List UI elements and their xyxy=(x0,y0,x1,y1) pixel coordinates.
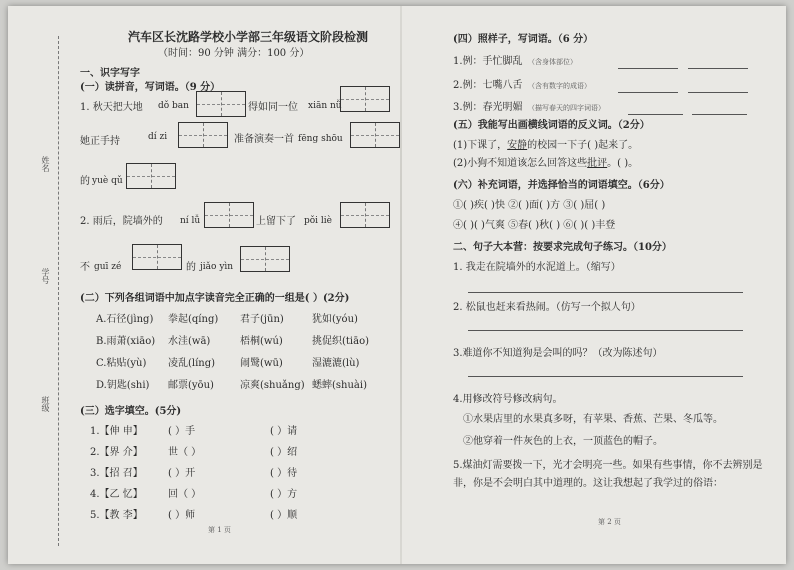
sentence-question: 1. 我走在院墙外的水泥道上。（缩写） xyxy=(453,262,621,273)
example-word: 1.例：手忙脚乱 xyxy=(453,56,523,67)
answer-line[interactable] xyxy=(628,114,683,115)
answer-grid[interactable] xyxy=(132,244,182,270)
section-heading: (二）下列各组词语中加点字读音完全正确的一组是( ）(2分) xyxy=(80,293,350,304)
binding-name-label: 姓名 xyxy=(41,156,50,172)
answer-line[interactable] xyxy=(468,330,743,331)
option-label[interactable]: A.石径(jìng) xyxy=(96,314,154,325)
answer-grid[interactable] xyxy=(196,91,246,117)
pinyin: fēng shōu xyxy=(298,134,343,144)
question-text: 得如同一位 xyxy=(248,102,298,113)
fill-blank[interactable]: 回（ ） xyxy=(168,489,202,500)
pinyin: dí zi xyxy=(148,132,168,142)
option-label[interactable]: C.粘贴(yù) xyxy=(96,358,147,369)
example-note: （含有数字的成语） xyxy=(528,82,591,90)
exam-info: （时间：90 分钟 满分：100 分） xyxy=(158,48,310,59)
page-fold xyxy=(400,6,402,564)
fill-blank[interactable]: ( ）师 xyxy=(168,510,196,521)
fill-blank[interactable]: ( ）待 xyxy=(270,468,298,479)
page-number: 第 2 页 xyxy=(598,518,621,526)
question-text: 上留下了 xyxy=(256,216,296,227)
option-word: 拳起(qíng) xyxy=(168,314,219,325)
char-choice: 2.【界 介】 xyxy=(90,447,143,458)
fill-blank[interactable]: ( ）开 xyxy=(168,468,196,479)
option-word: 犹如(yóu) xyxy=(312,314,358,325)
char-choice: 4.【乙 忆】 xyxy=(90,489,143,500)
section-heading: 二、句子大本营：按要求完成句子练习。（10分） xyxy=(453,242,672,253)
char-choice: 1.【伸 申】 xyxy=(90,426,143,437)
sentence-item: ②他穿着一件灰色的上衣，一顶蓝色的帽子。 xyxy=(463,436,663,447)
question-text: 的 xyxy=(80,176,90,187)
option-word: 湿漉漉(lù) xyxy=(312,358,360,369)
page-number: 第 1 页 xyxy=(208,526,231,534)
page-title: 汽车区长沈路学校小学部三年级语文阶段检测 xyxy=(128,30,369,44)
answer-line[interactable] xyxy=(692,114,747,115)
binding-line xyxy=(58,36,59,546)
example-note: （含身体部位） xyxy=(528,58,577,66)
answer-line[interactable] xyxy=(688,92,748,93)
question-text: 她正手持 xyxy=(80,136,120,147)
sentence-question: 2. 松鼠也赶来看热闹。（仿写一个拟人句） xyxy=(453,302,641,313)
antonym-question xyxy=(453,158,638,170)
question-text: 不 xyxy=(80,262,90,273)
answer-grid[interactable] xyxy=(126,163,176,189)
fill-blank[interactable]: 世（ ） xyxy=(168,447,202,458)
question-text: 。( )。 xyxy=(607,158,639,169)
answer-line[interactable] xyxy=(618,92,678,93)
answer-grid[interactable] xyxy=(350,122,400,148)
option-word: 凌乱(líng) xyxy=(168,358,216,369)
pinyin: xiān nǚ xyxy=(308,101,342,111)
section-heading: (六）补充词语，并选择恰当的词语填空。（6分） xyxy=(453,180,670,191)
option-word: 水洼(wā) xyxy=(168,336,211,347)
option-word: 闹鹥(wū) xyxy=(240,358,283,369)
binding-id-label: 学号 xyxy=(41,268,50,284)
option-word: 凉爽(shuǎng) xyxy=(240,380,305,391)
fill-blank[interactable]: ( ）顺 xyxy=(270,510,298,521)
question-text: 的校园一下子( )起来了。 xyxy=(527,140,639,151)
section-heading: 一、识字写字 xyxy=(80,68,140,79)
option-word: 君子(jūn) xyxy=(240,314,284,325)
option-label[interactable]: B.雨萧(xiāo) xyxy=(96,336,156,347)
answer-line[interactable] xyxy=(618,68,678,69)
answer-line[interactable] xyxy=(688,68,748,69)
option-label[interactable]: D.钥匙(shi) xyxy=(96,380,150,391)
idiom-fill-row[interactable]: ①( )疾( )快 ②( )面( )方 ③( )屈( ) xyxy=(453,200,606,211)
underlined-word: 批评 xyxy=(587,158,608,169)
option-word: 梧桐(wú) xyxy=(240,336,283,347)
answer-line[interactable] xyxy=(468,292,743,293)
question-text: 2. 雨后，院墙外的 xyxy=(80,216,163,227)
pinyin: pǒi liè xyxy=(304,216,333,226)
option-word: 蟋蟀(shuài) xyxy=(312,380,367,391)
antonym-question xyxy=(453,140,638,152)
char-choice: 5.【教 李】 xyxy=(90,510,143,521)
question-text: 1. 秋天把大地 xyxy=(80,102,143,113)
section-heading: (一）读拼音，写词语。（9 分） xyxy=(80,82,221,93)
binding-class-label: 班级 xyxy=(41,396,50,412)
pinyin: jiǎo yìn xyxy=(200,262,234,272)
example-note: （描写春天的四字词语） xyxy=(528,104,605,112)
answer-grid[interactable] xyxy=(340,86,390,112)
option-word: 挑促织(tiāo) xyxy=(312,336,370,347)
char-choice: 3.【招 召】 xyxy=(90,468,143,479)
underlined-word: 安静 xyxy=(507,140,528,151)
question-text: 的 xyxy=(186,262,196,273)
question-text: (1)下课了， xyxy=(453,140,508,151)
fill-blank[interactable]: ( ）手 xyxy=(168,426,196,437)
sentence-question: 非，你是不会明白其中道理的。这让我想起了我学过的俗语： xyxy=(453,478,723,489)
fill-blank[interactable]: ( ）请 xyxy=(270,426,298,437)
example-word: 3.例：春光明媚 xyxy=(453,102,523,113)
fill-blank[interactable]: ( ）绍 xyxy=(270,447,298,458)
question-text: (2)小狗不知道该怎么回答这些 xyxy=(453,158,588,169)
idiom-fill-row[interactable]: ④( )( )气爽 ⑤春( )秋( ) ⑥( )( )丰登 xyxy=(453,220,616,231)
exam-sheet xyxy=(8,6,786,564)
pinyin: guī zé xyxy=(94,262,122,272)
answer-grid[interactable] xyxy=(178,122,228,148)
answer-grid[interactable] xyxy=(204,202,254,228)
answer-grid[interactable] xyxy=(240,246,290,272)
pinyin: ní lǚ xyxy=(180,216,201,226)
fill-blank[interactable]: ( ）方 xyxy=(270,489,298,500)
pinyin: yuè qǔ xyxy=(92,176,123,186)
pinyin: dǒ ban xyxy=(158,101,189,111)
sentence-question: 4.用修改符号修改病句。 xyxy=(453,394,563,405)
section-heading: (五）我能写出画横线词语的反义词。（2分） xyxy=(453,120,650,131)
option-word: 邮票(yōu) xyxy=(168,380,214,391)
answer-grid[interactable] xyxy=(340,202,390,228)
question-text: 准备演奏一首 xyxy=(234,134,294,145)
sentence-question: 3.难道你不知道狗是会叫的吗？（改为陈述句） xyxy=(453,348,663,359)
sentence-item: ①水果店里的水果真多呀，有苹果、香蕉、芒果、冬瓜等。 xyxy=(463,414,723,425)
section-heading: (三）选字填空。(5分) xyxy=(80,406,182,417)
example-word: 2.例：七嘴八舌 xyxy=(453,80,523,91)
answer-line[interactable] xyxy=(468,376,743,377)
sentence-question: 5.煤油灯需要拨一下，光才会明亮一些。如果有些事情，你不去辨别是 xyxy=(453,460,763,471)
section-heading: (四）照样子，写词语。（6 分） xyxy=(453,34,594,45)
